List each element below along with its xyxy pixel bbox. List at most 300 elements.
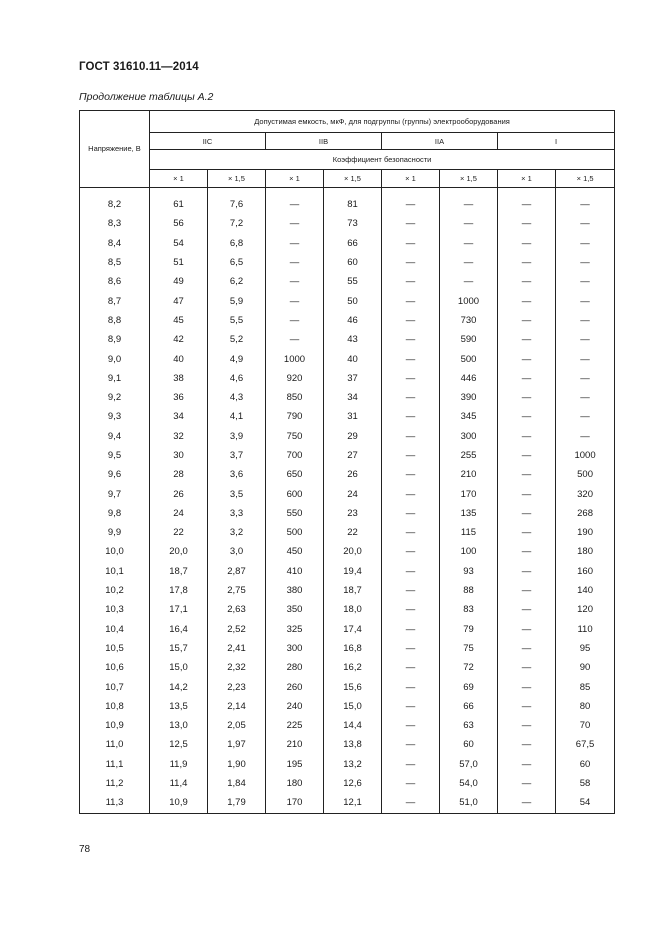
capacitance-cell: —: [498, 446, 556, 465]
voltage-header: Напряжение, В: [80, 111, 150, 188]
capacitance-cell: 3,0: [208, 542, 266, 561]
voltage-cell: 8,4: [80, 234, 150, 253]
capacitance-cell: —: [556, 349, 615, 368]
capacitance-cell: —: [266, 214, 324, 233]
page-number: 78: [79, 844, 91, 855]
capacitance-cell: 4,3: [208, 388, 266, 407]
capacitance-cell: 4,9: [208, 349, 266, 368]
voltage-cell: 8,8: [80, 311, 150, 330]
voltage-cell: 9,0: [80, 349, 150, 368]
capacitance-cell: 42: [150, 330, 208, 349]
capacitance-cell: 255: [440, 446, 498, 465]
table-row: [80, 504, 615, 523]
capacitance-cell: 72: [440, 658, 498, 677]
capacitance-cell: —: [498, 716, 556, 735]
capacitance-cell: —: [498, 388, 556, 407]
table-row: [80, 484, 615, 503]
voltage-cell: 9,6: [80, 465, 150, 484]
factor-header: × 1: [266, 170, 324, 188]
voltage-cell: 9,5: [80, 446, 150, 465]
capacitance-cell: 51,0: [440, 793, 498, 813]
capacitance-cell: 57,0: [440, 755, 498, 774]
capacitance-cell: 85: [556, 677, 615, 696]
capacitance-cell: 70: [556, 716, 615, 735]
capacitance-cell: —: [556, 195, 615, 214]
capacitance-cell: 12,1: [324, 793, 382, 813]
capacitance-cell: 12,5: [150, 735, 208, 754]
capacitance-cell: —: [498, 581, 556, 600]
capacitance-cell: 50: [324, 291, 382, 310]
table-row: [80, 774, 615, 793]
capacitance-cell: —: [382, 214, 440, 233]
capacitance-cell: 88: [440, 581, 498, 600]
capacitance-cell: 54: [150, 234, 208, 253]
voltage-cell: 9,2: [80, 388, 150, 407]
capacitance-cell: 170: [266, 793, 324, 813]
capacitance-cell: 66: [324, 234, 382, 253]
table-row: [80, 369, 615, 388]
capacitance-cell: 1,79: [208, 793, 266, 813]
capacitance-cell: —: [556, 214, 615, 233]
table-row: [80, 234, 615, 253]
capacitance-cell: 49: [150, 272, 208, 291]
table-row: [80, 677, 615, 696]
capacitance-cell: —: [498, 253, 556, 272]
capacitance-cell: 56: [150, 214, 208, 233]
capacitance-cell: 600: [266, 484, 324, 503]
capacitance-cell: 2,23: [208, 677, 266, 696]
capacitance-cell: 2,63: [208, 600, 266, 619]
voltage-cell: 10,6: [80, 658, 150, 677]
capacitance-cell: 43: [324, 330, 382, 349]
capacitance-cell: 28: [150, 465, 208, 484]
capacitance-cell: —: [382, 658, 440, 677]
capacitance-cell: —: [440, 214, 498, 233]
capacitance-cell: —: [498, 484, 556, 503]
capacitance-cell: 80: [556, 697, 615, 716]
capacitance-cell: 32: [150, 427, 208, 446]
voltage-cell: 10,9: [80, 716, 150, 735]
capacitance-cell: 19,4: [324, 562, 382, 581]
voltage-cell: 9,8: [80, 504, 150, 523]
voltage-cell: 10,0: [80, 542, 150, 561]
capacitance-cell: —: [556, 253, 615, 272]
capacitance-cell: —: [266, 330, 324, 349]
factor-header: × 1: [498, 170, 556, 188]
capacitance-cell: 22: [150, 523, 208, 542]
capacitance-cell: 2,87: [208, 562, 266, 581]
capacitance-cell: 3,6: [208, 465, 266, 484]
capacitance-cell: 850: [266, 388, 324, 407]
capacitance-cell: 1,90: [208, 755, 266, 774]
capacitance-cell: 11,4: [150, 774, 208, 793]
capacitance-cell: 18,7: [150, 562, 208, 581]
capacitance-cell: 73: [324, 214, 382, 233]
capacitance-cell: 95: [556, 639, 615, 658]
capacitance-cell: 1000: [440, 291, 498, 310]
capacitance-cell: 15,6: [324, 677, 382, 696]
capacitance-cell: —: [382, 793, 440, 813]
table-row: [80, 465, 615, 484]
safety-factor-header: Коэффициент безопасности: [150, 150, 615, 170]
capacitance-cell: 350: [266, 600, 324, 619]
capacitance-cell: —: [556, 234, 615, 253]
capacitance-cell: —: [382, 542, 440, 561]
table-row: [80, 253, 615, 272]
capacitance-cell: 3,2: [208, 523, 266, 542]
capacitance-cell: 390: [440, 388, 498, 407]
capacitance-cell: 67,5: [556, 735, 615, 754]
capacitance-cell: 16,2: [324, 658, 382, 677]
capacitance-cell: 450: [266, 542, 324, 561]
capacitance-cell: 66: [440, 697, 498, 716]
capacitance-cell: 17,4: [324, 620, 382, 639]
capacitance-cell: —: [266, 234, 324, 253]
capacitance-cell: 1,97: [208, 735, 266, 754]
capacitance-cell: 5,5: [208, 311, 266, 330]
capacitance-cell: 240: [266, 697, 324, 716]
capacitance-cell: 29: [324, 427, 382, 446]
capacitance-cell: 320: [556, 484, 615, 503]
capacitance-cell: 12,6: [324, 774, 382, 793]
factor-header: × 1: [382, 170, 440, 188]
voltage-cell: 9,4: [80, 427, 150, 446]
capacitance-cell: —: [382, 716, 440, 735]
capacitance-cell: 550: [266, 504, 324, 523]
voltage-cell: 8,7: [80, 291, 150, 310]
capacitance-cell: 7,6: [208, 195, 266, 214]
capacitance-cell: —: [382, 735, 440, 754]
capacitance-cell: —: [498, 234, 556, 253]
table-row: [80, 272, 615, 291]
table-row: [80, 349, 615, 368]
capacitance-cell: 17,1: [150, 600, 208, 619]
capacitance-cell: 36: [150, 388, 208, 407]
capacitance-cell: 16,8: [324, 639, 382, 658]
capacitance-cell: —: [382, 774, 440, 793]
capacitance-cell: 160: [556, 562, 615, 581]
capacitance-cell: —: [556, 272, 615, 291]
capacitance-cell: —: [266, 272, 324, 291]
voltage-cell: 10,4: [80, 620, 150, 639]
table-row: [80, 407, 615, 426]
capacitance-cell: 650: [266, 465, 324, 484]
capacitance-cell: —: [382, 291, 440, 310]
capacitance-cell: 4,1: [208, 407, 266, 426]
table-row: [80, 523, 615, 542]
table-row: [80, 311, 615, 330]
voltage-cell: 8,3: [80, 214, 150, 233]
capacitance-cell: 30: [150, 446, 208, 465]
factor-header: × 1,5: [440, 170, 498, 188]
capacitance-cell: —: [382, 620, 440, 639]
capacitance-cell: —: [266, 311, 324, 330]
capacitance-cell: 2,14: [208, 697, 266, 716]
capacitance-cell: 63: [440, 716, 498, 735]
capacitance-cell: —: [556, 407, 615, 426]
capacitance-cell: 79: [440, 620, 498, 639]
capacitance-cell: —: [498, 774, 556, 793]
table-row: [80, 214, 615, 233]
factor-header: × 1: [150, 170, 208, 188]
capacitance-cell: 300: [266, 639, 324, 658]
factor-header: × 1,5: [324, 170, 382, 188]
capacitance-cell: —: [498, 542, 556, 561]
capacitance-cell: 90: [556, 658, 615, 677]
capacitance-cell: —: [498, 755, 556, 774]
capacitance-cell: —: [498, 600, 556, 619]
voltage-cell: 9,1: [80, 369, 150, 388]
capacitance-cell: —: [498, 523, 556, 542]
table-row: [80, 716, 615, 735]
capacitance-cell: 17,8: [150, 581, 208, 600]
group-header: I: [498, 133, 615, 150]
voltage-cell: 10,7: [80, 677, 150, 696]
capacitance-cell: 34: [150, 407, 208, 426]
capacitance-cell: —: [382, 504, 440, 523]
table-row: [80, 427, 615, 446]
capacitance-cell: —: [382, 465, 440, 484]
voltage-cell: 11,3: [80, 793, 150, 813]
capacitance-cell: 325: [266, 620, 324, 639]
capacitance-cell: 83: [440, 600, 498, 619]
capacitance-cell: —: [382, 697, 440, 716]
capacitance-cell: 15,7: [150, 639, 208, 658]
capacitance-cell: —: [498, 504, 556, 523]
capacitance-cell: —: [498, 697, 556, 716]
capacitance-cell: 11,9: [150, 755, 208, 774]
table-row: [80, 735, 615, 754]
capacitance-cell: 61: [150, 195, 208, 214]
voltage-cell: 10,5: [80, 639, 150, 658]
capacitance-cell: —: [440, 234, 498, 253]
capacitance-cell: 115: [440, 523, 498, 542]
capacitance-cell: 14,4: [324, 716, 382, 735]
capacitance-cell: 14,2: [150, 677, 208, 696]
capacitance-cell: —: [382, 369, 440, 388]
capacitance-cell: 7,2: [208, 214, 266, 233]
capacitance-cell: 225: [266, 716, 324, 735]
capacitance-cell: —: [498, 291, 556, 310]
capacitance-cell: 24: [150, 504, 208, 523]
capacitance-cell: 2,52: [208, 620, 266, 639]
capacitance-cell: 75: [440, 639, 498, 658]
capacitance-cell: 60: [440, 735, 498, 754]
capacitance-cell: 24: [324, 484, 382, 503]
capacitance-cell: 140: [556, 581, 615, 600]
capacitance-cell: —: [498, 369, 556, 388]
capacitance-cell: 55: [324, 272, 382, 291]
capacitance-cell: —: [382, 677, 440, 696]
voltage-cell: 10,8: [80, 697, 150, 716]
capacitance-cell: 446: [440, 369, 498, 388]
capacitance-cell: —: [498, 427, 556, 446]
capacitance-cell: 60: [556, 755, 615, 774]
table-row: [80, 658, 615, 677]
capacitance-cell: —: [382, 427, 440, 446]
table-row: [80, 446, 615, 465]
capacitance-cell: 590: [440, 330, 498, 349]
capacitance-cell: 300: [440, 427, 498, 446]
capacitance-cell: 58: [556, 774, 615, 793]
capacitance-cell: 2,32: [208, 658, 266, 677]
capacitance-cell: 26: [324, 465, 382, 484]
capacitance-cell: —: [498, 330, 556, 349]
capacitance-cell: —: [498, 311, 556, 330]
capacitance-cell: 81: [324, 195, 382, 214]
capacitance-cell: —: [382, 407, 440, 426]
voltage-cell: 11,0: [80, 735, 150, 754]
capacitance-cell: —: [498, 677, 556, 696]
capacitance-cell: 60: [324, 253, 382, 272]
capacitance-cell: 69: [440, 677, 498, 696]
capacitance-cell: 5,9: [208, 291, 266, 310]
table-body: [80, 188, 615, 814]
capacitance-cell: —: [382, 446, 440, 465]
capacitance-cell: —: [498, 195, 556, 214]
capacitance-cell: 210: [266, 735, 324, 754]
voltage-cell: 10,3: [80, 600, 150, 619]
table-row: [80, 600, 615, 619]
capacitance-cell: 500: [440, 349, 498, 368]
capacitance-cell: 15,0: [150, 658, 208, 677]
capacitance-cell: —: [440, 272, 498, 291]
capacitance-cell: 1000: [266, 349, 324, 368]
voltage-cell: 11,1: [80, 755, 150, 774]
capacitance-cell: 268: [556, 504, 615, 523]
document-code: ГОСТ 31610.11—2014: [79, 61, 199, 73]
voltage-cell: 8,9: [80, 330, 150, 349]
capacitance-cell: —: [498, 620, 556, 639]
table-row: [80, 330, 615, 349]
capacitance-cell: 40: [150, 349, 208, 368]
capacitance-cell: 2,75: [208, 581, 266, 600]
capacitance-cell: 13,5: [150, 697, 208, 716]
voltage-cell: 9,7: [80, 484, 150, 503]
capacitance-cell: 500: [266, 523, 324, 542]
capacitance-cell: 920: [266, 369, 324, 388]
capacitance-cell: —: [382, 349, 440, 368]
capacitance-cell: 345: [440, 407, 498, 426]
capacitance-cell: —: [556, 369, 615, 388]
capacitance-cell: 1000: [556, 446, 615, 465]
capacitance-cell: 37: [324, 369, 382, 388]
capacitance-cell: 18,7: [324, 581, 382, 600]
capacitance-cell: 110: [556, 620, 615, 639]
capacitance-cell: —: [382, 639, 440, 658]
table-row: [80, 755, 615, 774]
capacitance-cell: 13,2: [324, 755, 382, 774]
capacitance-cell: 2,41: [208, 639, 266, 658]
capacitance-cell: 170: [440, 484, 498, 503]
voltage-cell: 8,2: [80, 195, 150, 214]
voltage-cell: 11,2: [80, 774, 150, 793]
group-header: IIC: [150, 133, 266, 150]
capacitance-cell: —: [440, 195, 498, 214]
capacitance-cell: 6,5: [208, 253, 266, 272]
capacitance-cell: 500: [556, 465, 615, 484]
capacitance-cell: —: [556, 388, 615, 407]
capacitance-cell: 13,0: [150, 716, 208, 735]
capacitance-cell: —: [266, 253, 324, 272]
capacitance-cell: 10,9: [150, 793, 208, 813]
table-row: [80, 388, 615, 407]
capacitance-cell: 1,84: [208, 774, 266, 793]
capacitance-cell: —: [382, 330, 440, 349]
table-row: [80, 697, 615, 716]
capacitance-cell: —: [382, 562, 440, 581]
group-header: IIA: [382, 133, 498, 150]
capacitance-cell: —: [382, 600, 440, 619]
table-row: [80, 291, 615, 310]
capacitance-cell: 4,6: [208, 369, 266, 388]
capacitance-cell: 45: [150, 311, 208, 330]
capacitance-cell: 38: [150, 369, 208, 388]
capacitance-cell: 26: [150, 484, 208, 503]
voltage-cell: 8,6: [80, 272, 150, 291]
capacitance-cell: 3,7: [208, 446, 266, 465]
capacitance-cell: 190: [556, 523, 615, 542]
capacitance-cell: 20,0: [324, 542, 382, 561]
capacitance-cell: 750: [266, 427, 324, 446]
capacitance-cell: 180: [556, 542, 615, 561]
capacitance-cell: 47: [150, 291, 208, 310]
voltage-cell: 9,3: [80, 407, 150, 426]
factor-header: × 1,5: [208, 170, 266, 188]
capacitance-cell: —: [382, 311, 440, 330]
table-row: [80, 581, 615, 600]
capacitance-cell: —: [498, 407, 556, 426]
capacitance-cell: 6,2: [208, 272, 266, 291]
table-caption: Продолжение таблицы А.2: [79, 91, 214, 103]
capacitance-cell: 20,0: [150, 542, 208, 561]
capacitance-cell: 120: [556, 600, 615, 619]
capacitance-cell: 93: [440, 562, 498, 581]
capacitance-cell: 40: [324, 349, 382, 368]
capacitance-cell: 260: [266, 677, 324, 696]
capacitance-cell: 730: [440, 311, 498, 330]
capacitance-cell: —: [382, 234, 440, 253]
capacitance-cell: 700: [266, 446, 324, 465]
capacitance-cell: 210: [440, 465, 498, 484]
capacitance-cell: 5,2: [208, 330, 266, 349]
capacitance-cell: 410: [266, 562, 324, 581]
capacitance-header: Допустимая емкость, мкФ, для подгруппы (группы) электрооборудования: [150, 111, 615, 133]
capacitance-cell: 6,8: [208, 234, 266, 253]
capacitance-cell: 18,0: [324, 600, 382, 619]
capacitance-cell: 51: [150, 253, 208, 272]
capacitance-cell: 3,9: [208, 427, 266, 446]
capacitance-cell: 790: [266, 407, 324, 426]
capacitance-cell: —: [498, 349, 556, 368]
capacitance-cell: 3,5: [208, 484, 266, 503]
voltage-cell: 9,9: [80, 523, 150, 542]
header-gap: [80, 188, 615, 196]
capacitance-cell: —: [440, 253, 498, 272]
capacitance-cell: 2,05: [208, 716, 266, 735]
capacitance-cell: 23: [324, 504, 382, 523]
capacitance-cell: 46: [324, 311, 382, 330]
table-row: [80, 195, 615, 214]
group-header: IIB: [266, 133, 382, 150]
capacitance-cell: 100: [440, 542, 498, 561]
capacitance-cell: 16,4: [150, 620, 208, 639]
capacitance-cell: —: [498, 465, 556, 484]
capacitance-cell: 22: [324, 523, 382, 542]
capacitance-cell: —: [266, 195, 324, 214]
capacitance-cell: —: [498, 272, 556, 291]
capacitance-cell: —: [382, 755, 440, 774]
